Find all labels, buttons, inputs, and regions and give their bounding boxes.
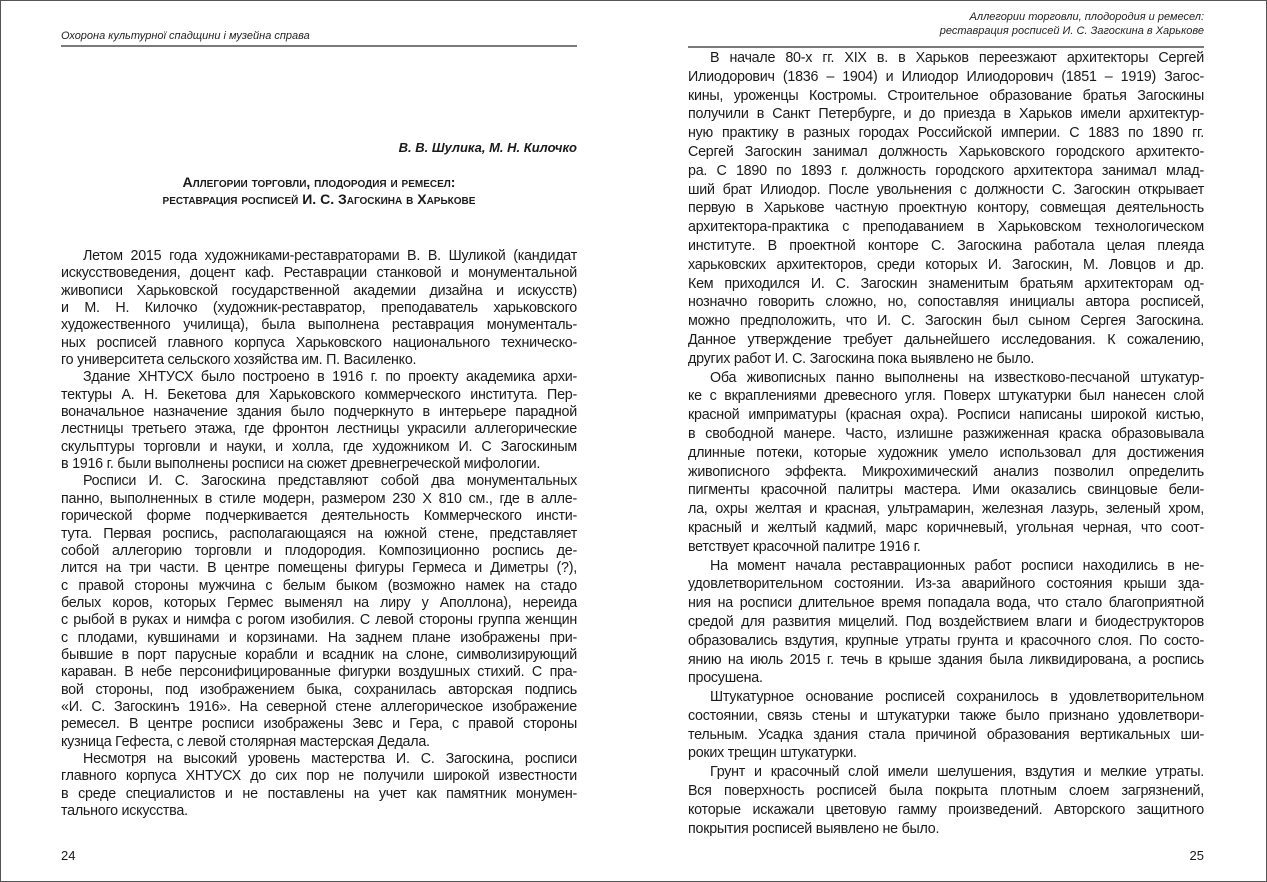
text-line: го университета сельского хозяйства им. П. Василенко.	[61, 352, 417, 369]
text-line: янию на июль 2015 г. течь в крыше здания была ликвидирована, а роспись	[688, 651, 1204, 668]
text-line: средой для развития мицелий. Под воздействием влаги и биодеструкторов	[688, 613, 1204, 630]
text-line: Несмотря на высокий уровень мастерства И. С. Загоскина, росписи	[83, 750, 577, 767]
text-line: тального искусства.	[61, 803, 188, 819]
text-line: ния на росписи длительное время попадала вода, что стало благоприятной	[688, 595, 1204, 612]
text-line: и М. Н. Килочко (художник-реставратор, преподаватель харьковского	[61, 300, 577, 317]
text-line: харьковских архитекторов, среди которых И. Загоскин, М. Ловцов и др.	[688, 256, 1204, 273]
paragraph	[688, 369, 1204, 557]
page-number: 25	[1189, 848, 1204, 863]
text-line: с рыбой в руках и нимфа с рогом изобилия. С левой стороны группа женщин	[61, 612, 577, 629]
text-line: в среде специалистов и не поставлены на учет как памятник монумен-	[61, 785, 577, 802]
text-line: ветствует красочной палитре 1916 г.	[688, 538, 921, 555]
paragraph	[61, 248, 577, 369]
text-line: живописи Харьковской государственной академии дизайна и искусств)	[61, 282, 577, 299]
text-line: Данное утверждение требует дальнейшего исследования. К сожалению,	[688, 331, 1204, 348]
text-line: ла, охры желтая и красная, ультрамарин, железная лазурь, зеленый хром,	[688, 501, 1204, 518]
text-line: Вся поверхность росписей была покрыта плотным слоем загрязнений,	[688, 783, 1204, 800]
text-line: караван. В небе персонифицированные фигурки воздушных стихий. С пра-	[61, 664, 577, 681]
text-line: роких трещин штукатурки.	[688, 745, 857, 762]
article-title	[61, 174, 577, 208]
title-line: Аллегории торговли, плодородия и ремесел:	[182, 174, 456, 190]
text-line: скульптуры торговли и науки, и холла, где художником И. С Загоскиным	[61, 438, 577, 455]
text-line: «И. С. Загоскинъ 1916». На северной стене аллегорическое изображение	[61, 698, 577, 715]
text-line: красный и желтый кадмий, марс коричневый, угольная черная, что соот-	[688, 519, 1204, 536]
text-line: удовлетворительном состоянии. Из-за аварийного состояния крыши зда-	[688, 576, 1204, 593]
text-line: кузница Гефеста, с левой столярная мастерская Дедала.	[61, 733, 430, 750]
text-line: можно предположить, что И. С. Загоскин был сыном Сергея Загоскина.	[688, 313, 1204, 330]
text-line: ных росписей главного корпуса Харьковского национального техническо-	[61, 334, 577, 351]
running-head	[688, 10, 1204, 38]
text-line: ремесел. В центре росписи изображены Зевс и Гера, с правой стороны	[61, 716, 577, 733]
text-line: панно, выполненных в стиле модерн, размером 230 Х 810 см., где в алле-	[61, 490, 577, 507]
text-line: нозначно говорить сложно, но, сопоставляя инициалы автора росписей,	[688, 294, 1204, 311]
text-line: красной имприматуры (красная охра). Росписи написаны широкой кистью,	[688, 407, 1204, 424]
text-line: первую в Харькове частную проектную контору, совмещая деятельность	[688, 200, 1204, 217]
left-page	[0, 0, 633, 882]
text-line: Летом 2015 года художниками-реставраторами В. В. Шуликой (кандидат	[83, 248, 577, 264]
text-line: искусствоведения, доцент каф. Реставрации станковой и монументальной	[61, 265, 577, 282]
text-line: Илиодорович (1836 – 1904) и Илиодор Илиодорович (1851 – 1919) Загос-	[688, 68, 1204, 85]
text-line: лится на три части. В центре помещены фигуры Гермеса и Диметры (?),	[61, 560, 577, 577]
title-line: реставрация росписей И. С. Загоскина в Харькове	[162, 191, 476, 207]
header-rule	[688, 46, 1204, 48]
text-line: воначальное назначение здания было подчеркнуто в интерьере парадной	[61, 404, 577, 421]
body-text	[61, 248, 577, 820]
paragraph	[688, 763, 1204, 838]
text-line: бывшие в порт парусные корабли и всадник на слоне, символизирующий	[61, 646, 577, 663]
text-line: других работ И. С. Загоскина пока выявлено не было.	[688, 350, 1035, 367]
text-line: образовались вздутия, крупные утраты грунта и красочного слоя. По состо-	[688, 632, 1204, 649]
running-head-line: Аллегории торговли, плодородия и ремесел:	[969, 11, 1204, 23]
text-line: с плодами, кувшинами и корзинами. На заднем плане изображены при-	[61, 629, 577, 646]
text-line: которые искажали цветовую гамму произведений. Авторского защитного	[688, 801, 1204, 818]
paragraph	[688, 688, 1204, 763]
text-line: лестницы третьего этажа, где фронтон лестницы украсили аллегорические	[61, 421, 577, 438]
text-line: тектуры А. Н. Бекетова для Харьковского коммерческого института. Пер-	[61, 386, 577, 403]
body-text	[688, 49, 1204, 838]
text-line: институте. В проектной конторе С. Загоскина работала целая плеяда	[688, 237, 1204, 254]
text-line: Здание ХНТУСХ было построено в 1916 г. по проекту академика архи-	[83, 369, 577, 386]
paragraph	[61, 473, 577, 751]
text-line: Грунт и красочный слой имели шелушения, вздутия и мелкие утраты.	[710, 764, 1204, 781]
text-line: Росписи И. С. Загоскина представляют собой два монументальных	[83, 473, 577, 490]
paragraph	[688, 49, 1204, 369]
text-line: кины, уроженцы Костромы. Строительное образование братья Загоскины	[688, 87, 1204, 104]
text-line: тута. Первая роспись, располагающаяся на южной стене, представляет	[61, 525, 577, 542]
text-line: просушена.	[688, 670, 763, 687]
text-line: получили в Санкт Петербурге, и до приезда в Харьков имели архитектур-	[688, 106, 1204, 123]
text-line: покрытия росписей выявлено не было.	[688, 820, 940, 837]
text-line: На момент начала реставрационных работ росписи находились в не-	[710, 557, 1204, 574]
text-line: художественного училища), была выполнена реставрация монументаль-	[61, 317, 577, 334]
article-authors: В. В. Шулика, М. Н. Килочко	[398, 140, 577, 155]
text-line: собой аллегорию торговли и плодородия. Композиционно роспись де-	[61, 542, 577, 559]
text-line: ке с вкраплениями древесного угля. Поверх штукатурки был нанесен слой	[688, 388, 1204, 405]
text-line: с правой стороны мужчина с белым быком (возможно намек на стадо	[61, 577, 577, 594]
running-head-line: реставрация росписей И. С. Загоскина в Харькове	[939, 25, 1204, 37]
right-page	[633, 0, 1267, 882]
text-line: Оба живописных панно выполнены на известково-песчаной штукатур-	[710, 369, 1204, 386]
text-line: в свободной манере. Часто, излишне разжиженная краска образовывала	[688, 425, 1204, 442]
text-line: В начале 80-х гг. XIX в. в Харьков переезжают архитекторы Сергей	[710, 50, 1204, 66]
text-line: длинные потеки, которые художник умело использовал для достижения	[688, 444, 1204, 461]
text-line: ра. С 1890 по 1893 г. должность городского архитектора занимал млад-	[688, 162, 1204, 179]
text-line: тельным. Усадка здания стала причиной образования вертикальных ши-	[688, 726, 1204, 743]
text-line: в 1916 г. были выполнены росписи на сюжет древнегреческой мифологии.	[61, 456, 541, 473]
text-line: пигменты красочной палитры мастера. Ими оказались свинцовые бели-	[688, 482, 1204, 499]
paragraph	[61, 369, 577, 473]
paragraph	[61, 751, 577, 820]
page-number: 24	[61, 848, 76, 863]
text-line: ную практику в разных городах Российской империи. С 1883 по 1890 гг.	[688, 125, 1204, 142]
text-line: главного корпуса ХНТУСХ до сих пор не получили широкой известности	[61, 768, 577, 785]
text-line: состоянии, связь стены и штукатурки также было признано удовлетвори-	[688, 707, 1204, 724]
header-rule	[61, 45, 577, 47]
text-line: Кем приходился И. С. Загоскин знаменитым братьям архитекторам од-	[688, 275, 1204, 292]
text-line: живописного эффекта. Микрохимический анализ позволил определить	[688, 463, 1204, 480]
text-line: ший брат Илиодор. После увольнения с должности С. Загоскин открывает	[688, 181, 1204, 198]
text-line: горической форме подчеркивается деятельность Коммерческого инсти-	[61, 508, 577, 525]
paragraph	[688, 557, 1204, 689]
text-line: архитектора-практика с преподаванием в Харьковском технологическом	[688, 219, 1204, 236]
running-head: Охорона культурної спадщини і музейна справа	[61, 30, 310, 42]
text-line: вой стороны, под изображением быка, сохранилась авторская подпись	[61, 681, 577, 698]
text-line: Штукатурное основание росписей сохранилось в удовлетворительном	[710, 689, 1204, 706]
text-line: Сергей Загоскин занимал должность Харьковского городского архитекто-	[688, 143, 1204, 160]
text-line: белых коров, которых Гермес выменял на лиру у Аполлона), нереида	[61, 594, 577, 611]
